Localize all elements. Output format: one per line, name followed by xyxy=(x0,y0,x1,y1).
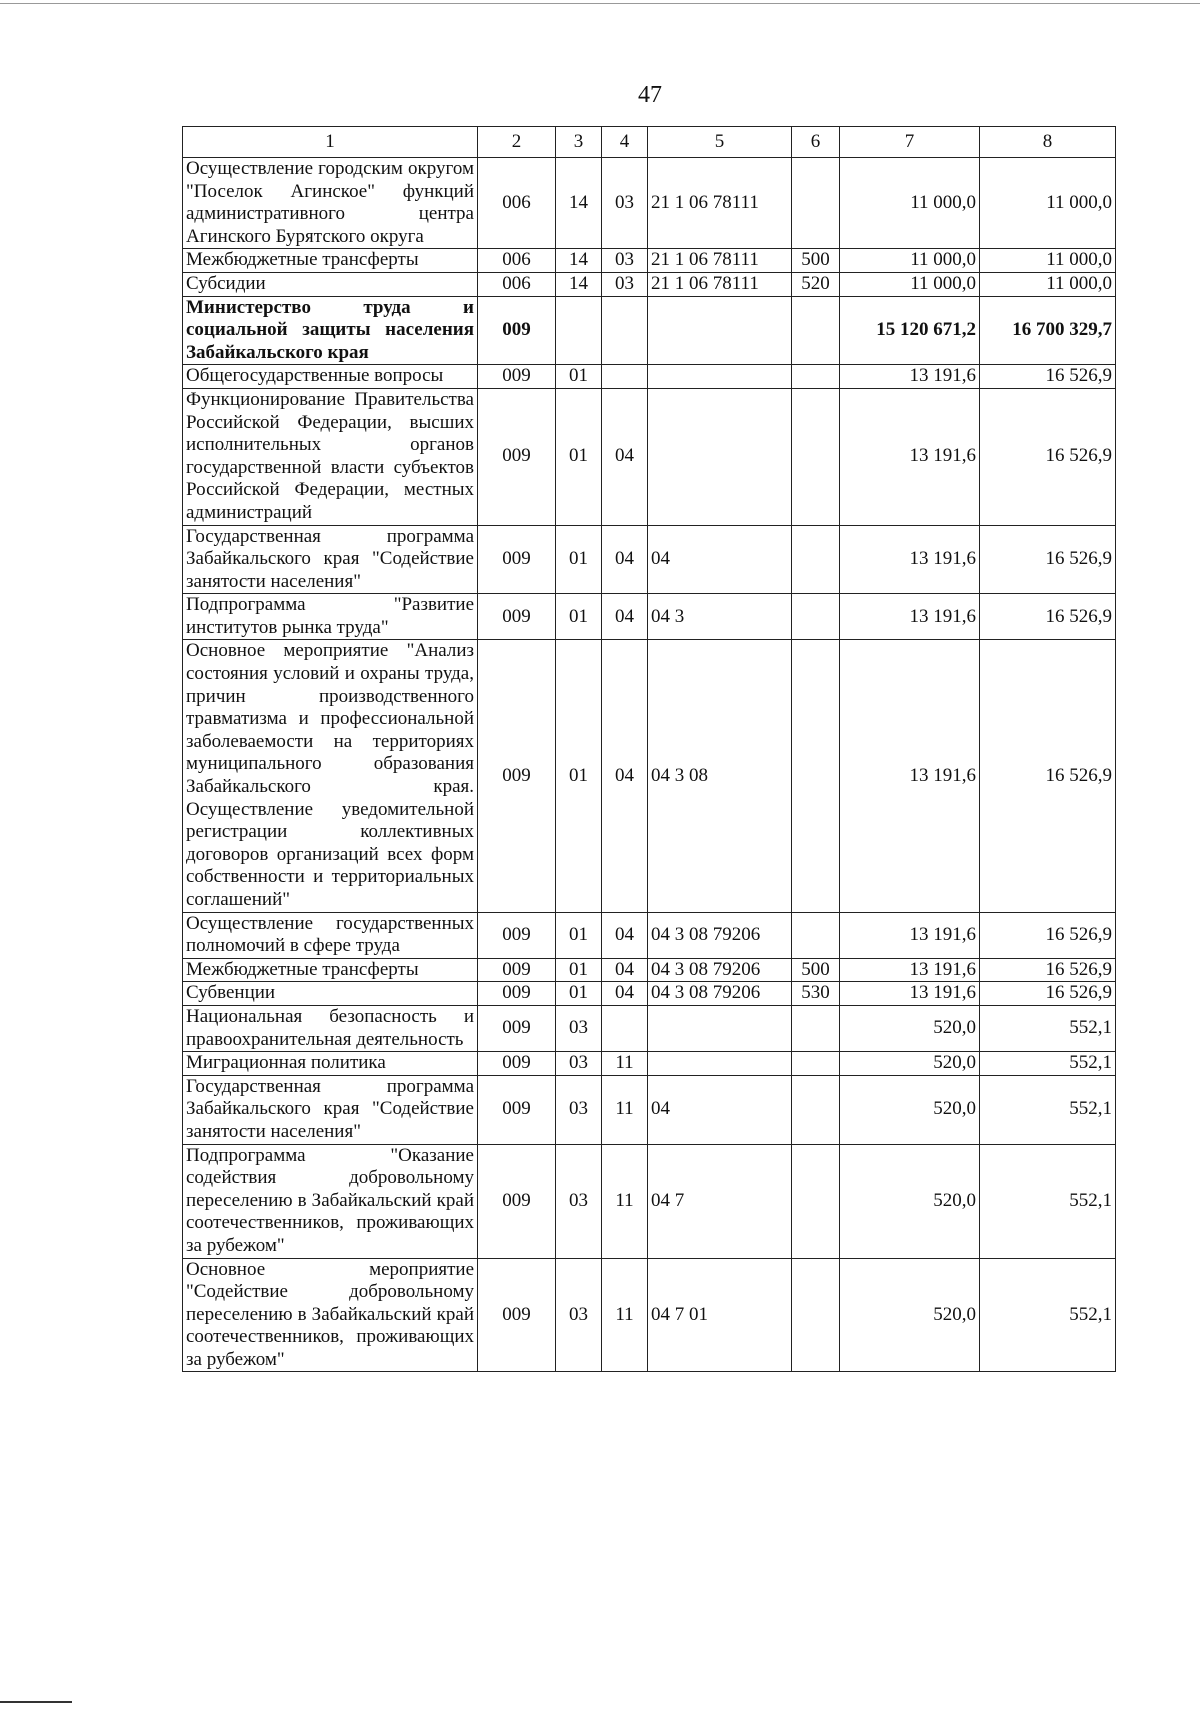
cell-section: 14 xyxy=(556,249,602,273)
cell-amount-year1: 13 191,6 xyxy=(840,594,980,640)
row-name: Межбюджетные трансферты xyxy=(183,249,478,273)
cell-expense-type xyxy=(792,1052,840,1076)
cell-expense-type: 520 xyxy=(792,272,840,296)
cell-subsection: 04 xyxy=(602,388,648,525)
column-header: 6 xyxy=(792,127,840,158)
cell-amount-year2: 552,1 xyxy=(980,1144,1116,1258)
cell-subsection xyxy=(602,365,648,389)
cell-amount-year2: 16 526,9 xyxy=(980,982,1116,1006)
cell-expense-type xyxy=(792,1258,840,1372)
cell-ministry: 009 xyxy=(478,296,556,365)
cell-amount-year2: 16 526,9 xyxy=(980,958,1116,982)
cell-expense-type: 500 xyxy=(792,958,840,982)
scan-top-edge xyxy=(0,3,1200,4)
cell-ministry: 009 xyxy=(478,525,556,594)
cell-subsection: 11 xyxy=(602,1258,648,1372)
cell-amount-year2: 16 526,9 xyxy=(980,912,1116,958)
table-row xyxy=(183,912,1116,958)
cell-section: 01 xyxy=(556,365,602,389)
cell-ministry: 009 xyxy=(478,365,556,389)
table-row xyxy=(183,158,1116,249)
cell-subsection: 11 xyxy=(602,1144,648,1258)
cell-target-article: 21 1 06 78111 xyxy=(648,249,792,273)
cell-expense-type: 500 xyxy=(792,249,840,273)
cell-section: 01 xyxy=(556,388,602,525)
cell-expense-type xyxy=(792,296,840,365)
table-row xyxy=(183,1052,1116,1076)
cell-ministry: 009 xyxy=(478,1144,556,1258)
cell-amount-year1: 520,0 xyxy=(840,1005,980,1051)
cell-ministry: 009 xyxy=(478,958,556,982)
cell-amount-year1: 11 000,0 xyxy=(840,272,980,296)
table-row xyxy=(183,388,1116,525)
cell-target-article xyxy=(648,365,792,389)
cell-ministry: 009 xyxy=(478,1052,556,1076)
cell-expense-type: 530 xyxy=(792,982,840,1006)
budget-table xyxy=(182,126,1116,1372)
cell-amount-year1: 520,0 xyxy=(840,1258,980,1372)
cell-target-article: 21 1 06 78111 xyxy=(648,272,792,296)
cell-amount-year2: 11 000,0 xyxy=(980,272,1116,296)
column-header: 3 xyxy=(556,127,602,158)
cell-amount-year2: 16 526,9 xyxy=(980,525,1116,594)
cell-ministry: 009 xyxy=(478,1075,556,1144)
cell-amount-year2: 16 526,9 xyxy=(980,594,1116,640)
cell-subsection: 04 xyxy=(602,640,648,912)
column-header: 8 xyxy=(980,127,1116,158)
row-name: Государственная программа Забайкальского края "Содействие занятости населения" xyxy=(183,1075,478,1144)
cell-ministry: 006 xyxy=(478,272,556,296)
cell-subsection: 11 xyxy=(602,1075,648,1144)
cell-section: 03 xyxy=(556,1258,602,1372)
cell-amount-year2: 16 526,9 xyxy=(980,365,1116,389)
cell-ministry: 009 xyxy=(478,640,556,912)
cell-target-article xyxy=(648,1005,792,1051)
cell-expense-type xyxy=(792,1144,840,1258)
table-row xyxy=(183,1075,1116,1144)
cell-amount-year1: 13 191,6 xyxy=(840,982,980,1006)
cell-target-article: 04 7 xyxy=(648,1144,792,1258)
cell-ministry: 009 xyxy=(478,388,556,525)
cell-section: 03 xyxy=(556,1075,602,1144)
cell-section: 01 xyxy=(556,525,602,594)
cell-ministry: 009 xyxy=(478,1258,556,1372)
cell-ministry: 009 xyxy=(478,912,556,958)
cell-target-article: 04 xyxy=(648,525,792,594)
cell-section: 01 xyxy=(556,640,602,912)
cell-expense-type xyxy=(792,640,840,912)
cell-subsection: 03 xyxy=(602,158,648,249)
table-row xyxy=(183,982,1116,1006)
cell-amount-year1: 13 191,6 xyxy=(840,958,980,982)
cell-section: 03 xyxy=(556,1005,602,1051)
row-name: Межбюджетные трансферты xyxy=(183,958,478,982)
table-row xyxy=(183,365,1116,389)
row-name: Миграционная политика xyxy=(183,1052,478,1076)
cell-ministry: 009 xyxy=(478,1005,556,1051)
cell-expense-type xyxy=(792,1005,840,1051)
cell-ministry: 006 xyxy=(478,158,556,249)
cell-subsection: 04 xyxy=(602,912,648,958)
cell-expense-type xyxy=(792,1075,840,1144)
cell-subsection: 03 xyxy=(602,272,648,296)
cell-amount-year1: 520,0 xyxy=(840,1144,980,1258)
cell-target-article: 04 xyxy=(648,1075,792,1144)
row-name: Подпрограмма "Развитие институтов рынка труда" xyxy=(183,594,478,640)
cell-expense-type xyxy=(792,594,840,640)
cell-amount-year1: 13 191,6 xyxy=(840,640,980,912)
table-row xyxy=(183,1258,1116,1372)
column-header: 5 xyxy=(648,127,792,158)
cell-target-article xyxy=(648,388,792,525)
cell-subsection: 03 xyxy=(602,249,648,273)
cell-amount-year2: 552,1 xyxy=(980,1005,1116,1051)
row-name: Субвенции xyxy=(183,982,478,1006)
table-row xyxy=(183,296,1116,365)
cell-section: 01 xyxy=(556,958,602,982)
cell-amount-year2: 552,1 xyxy=(980,1258,1116,1372)
scan-bottom-mark xyxy=(0,1701,72,1703)
cell-amount-year1: 520,0 xyxy=(840,1052,980,1076)
row-name: Государственная программа Забайкальского края "Содействие занятости населения" xyxy=(183,525,478,594)
cell-amount-year2: 552,1 xyxy=(980,1075,1116,1144)
cell-amount-year1: 13 191,6 xyxy=(840,388,980,525)
cell-expense-type xyxy=(792,365,840,389)
cell-amount-year1: 13 191,6 xyxy=(840,525,980,594)
row-name: Субсидии xyxy=(183,272,478,296)
table-row xyxy=(183,525,1116,594)
cell-amount-year2: 552,1 xyxy=(980,1052,1116,1076)
cell-amount-year2: 16 526,9 xyxy=(980,388,1116,525)
cell-amount-year2: 11 000,0 xyxy=(980,249,1116,273)
row-name: Осуществление государственных полномочий в сфере труда xyxy=(183,912,478,958)
header-row xyxy=(183,127,1116,158)
table-body xyxy=(183,127,1116,1372)
cell-section: 14 xyxy=(556,272,602,296)
cell-target-article xyxy=(648,296,792,365)
row-name: Министерство труда и социальной защиты населения Забайкальского края xyxy=(183,296,478,365)
column-header: 2 xyxy=(478,127,556,158)
cell-target-article: 04 3 08 79206 xyxy=(648,958,792,982)
cell-ministry: 006 xyxy=(478,249,556,273)
cell-section: 01 xyxy=(556,912,602,958)
cell-section: 03 xyxy=(556,1144,602,1258)
cell-ministry: 009 xyxy=(478,594,556,640)
row-name: Осуществление городским округом "Поселок Агинское" функций административного центра Агинского Бурятского округа xyxy=(183,158,478,249)
cell-section: 03 xyxy=(556,1052,602,1076)
cell-section: 01 xyxy=(556,594,602,640)
cell-amount-year1: 520,0 xyxy=(840,1075,980,1144)
page-number: 47 xyxy=(638,82,662,108)
cell-target-article: 21 1 06 78111 xyxy=(648,158,792,249)
cell-section: 14 xyxy=(556,158,602,249)
cell-target-article: 04 3 08 79206 xyxy=(648,982,792,1006)
table-row xyxy=(183,594,1116,640)
cell-expense-type xyxy=(792,525,840,594)
table-row xyxy=(183,272,1116,296)
cell-subsection: 04 xyxy=(602,594,648,640)
column-header: 7 xyxy=(840,127,980,158)
table-row xyxy=(183,249,1116,273)
cell-subsection: 04 xyxy=(602,982,648,1006)
column-header: 1 xyxy=(183,127,478,158)
cell-amount-year1: 13 191,6 xyxy=(840,912,980,958)
cell-amount-year1: 11 000,0 xyxy=(840,249,980,273)
row-name: Общегосударственные вопросы xyxy=(183,365,478,389)
cell-subsection: 11 xyxy=(602,1052,648,1076)
cell-ministry: 009 xyxy=(478,982,556,1006)
row-name: Основное мероприятие "Анализ состояния условий и охраны труда, причин производственного травматизма и профессиональной заболеваемости на территориях муниципального образования Забайкальского края. Осуществление уведомительной регистрации коллективных договоров организаций всех форм собственности и территориальных соглашений" xyxy=(183,640,478,912)
cell-subsection xyxy=(602,1005,648,1051)
cell-target-article: 04 3 xyxy=(648,594,792,640)
cell-amount-year1: 13 191,6 xyxy=(840,365,980,389)
cell-amount-year2: 11 000,0 xyxy=(980,158,1116,249)
row-name: Национальная безопасность и правоохранительная деятельность xyxy=(183,1005,478,1051)
cell-expense-type xyxy=(792,912,840,958)
row-name: Подпрограмма "Оказание содействия добровольному переселению в Забайкальский край соотечественников, проживающих за рубежом" xyxy=(183,1144,478,1258)
row-name: Основное мероприятие "Содействие добровольному переселению в Забайкальский край соотечественников, проживающих за рубежом" xyxy=(183,1258,478,1372)
row-name: Функционирование Правительства Российской Федерации, высших исполнительных органов государственной власти субъектов Российской Федерации, местных администраций xyxy=(183,388,478,525)
cell-target-article: 04 7 01 xyxy=(648,1258,792,1372)
cell-expense-type xyxy=(792,388,840,525)
cell-target-article: 04 3 08 79206 xyxy=(648,912,792,958)
cell-section xyxy=(556,296,602,365)
table-row xyxy=(183,640,1116,912)
cell-amount-year2: 16 700 329,7 xyxy=(980,296,1116,365)
cell-subsection xyxy=(602,296,648,365)
cell-amount-year1: 15 120 671,2 xyxy=(840,296,980,365)
cell-target-article xyxy=(648,1052,792,1076)
table-row xyxy=(183,1144,1116,1258)
cell-amount-year2: 16 526,9 xyxy=(980,640,1116,912)
cell-expense-type xyxy=(792,158,840,249)
table-row xyxy=(183,1005,1116,1051)
column-header: 4 xyxy=(602,127,648,158)
cell-subsection: 04 xyxy=(602,525,648,594)
table-row xyxy=(183,958,1116,982)
cell-target-article: 04 3 08 xyxy=(648,640,792,912)
cell-amount-year1: 11 000,0 xyxy=(840,158,980,249)
cell-section: 01 xyxy=(556,982,602,1006)
cell-subsection: 04 xyxy=(602,958,648,982)
